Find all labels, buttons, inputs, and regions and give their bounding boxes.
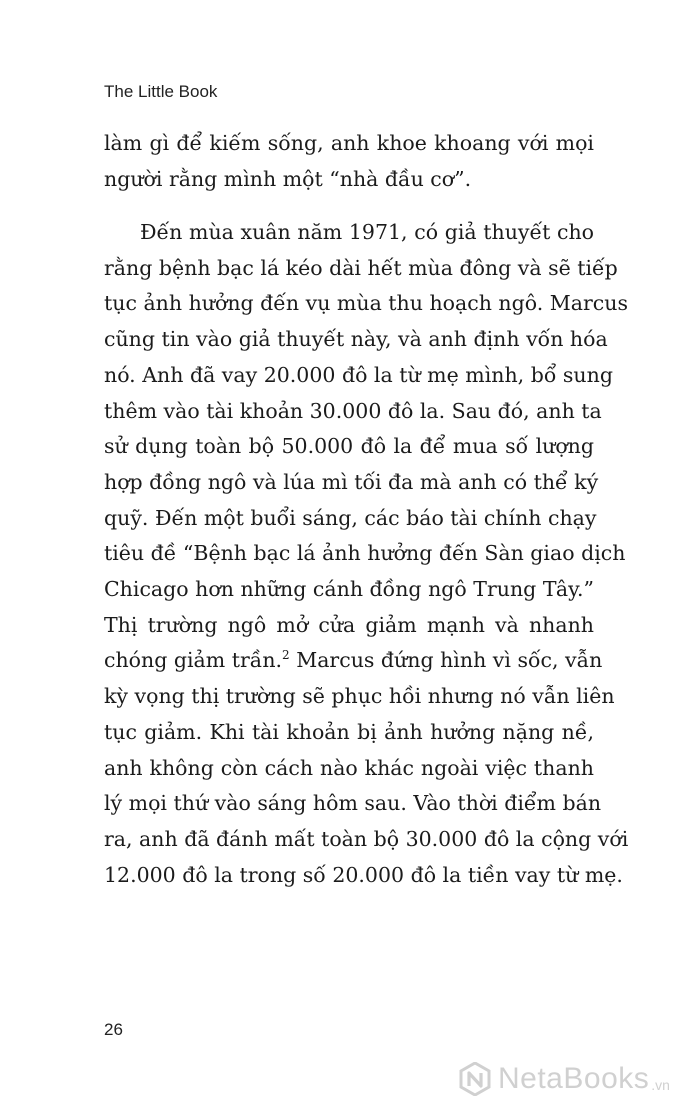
- paragraph-continued: [104, 126, 594, 197]
- text-line: hợp đồng ngô và lúa mì tối đa mà anh có thể ký: [104, 469, 599, 494]
- text-line: tục ảnh hưởng đến vụ mùa thu hoạch ngô. Marcus: [104, 291, 628, 316]
- watermark: [458, 1062, 670, 1096]
- text-line: rằng bệnh bạc lá kéo dài hết mùa đông và sẽ tiếp: [104, 255, 618, 280]
- text-line: Chicago hơn những cánh đồng ngô Trung Tây.”: [104, 577, 594, 602]
- text-line: Thị trường ngô mở cửa giảm mạnh và nhanh: [104, 612, 594, 637]
- text-line: kỳ vọng thị trường sẽ phục hồi nhưng nó vẫn liên: [104, 684, 615, 709]
- text-line: anh không còn cách nào khác ngoài việc thanh: [104, 755, 594, 780]
- text-line: người rằng mình một “nhà đầu cơ”.: [104, 166, 472, 191]
- text-line: quỹ. Đến một buổi sáng, các báo tài chính chạy: [104, 505, 597, 530]
- text-line: cũng tin vào giả thuyết này, và anh định vốn hóa: [104, 327, 608, 352]
- text-line: làm gì để kiếm sống, anh khoe khoang với mọi: [104, 131, 594, 155]
- text-segment: chóng giảm trần.: [104, 648, 283, 673]
- running-head: The Little Book: [104, 82, 218, 101]
- text-line: ra, anh đã đánh mất toàn bộ 30.000 đô la cộng với: [104, 826, 629, 851]
- text-line-with-footnote: [104, 643, 603, 679]
- text-line: lý mọi thứ vào sáng hôm sau. Vào thời điểm bán: [104, 791, 602, 816]
- watermark-brand: NetaBooks: [498, 1062, 650, 1095]
- text-line: sử dụng toàn bộ 50.000 đô la để mua số lượng: [104, 434, 594, 459]
- paragraph-main: [104, 215, 629, 893]
- text-line: tục giảm. Khi tài khoản bị ảnh hưởng nặng nề,: [104, 719, 594, 744]
- watermark-suffix: .vn: [651, 1077, 670, 1093]
- footnote-marker: 2: [282, 648, 290, 663]
- text-line: thêm vào tài khoản 30.000 đô la. Sau đó, anh ta: [104, 398, 602, 423]
- text-segment: Marcus đứng hình vì sốc, vẫn: [289, 648, 603, 673]
- neta-logo-icon: [458, 1062, 492, 1096]
- text-line: tiêu đề “Bệnh bạc lá ảnh hưởng đến Sàn giao dịch: [104, 541, 626, 566]
- text-line: Đến mùa xuân năm 1971, có giả thuyết cho: [140, 220, 594, 244]
- text-line: nó. Anh đã vay 20.000 đô la từ mẹ mình, bổ sung: [104, 362, 613, 387]
- text-line: 12.000 đô la trong số 20.000 đô la tiền vay từ mẹ.: [104, 862, 623, 887]
- page-number: 26: [104, 1020, 123, 1039]
